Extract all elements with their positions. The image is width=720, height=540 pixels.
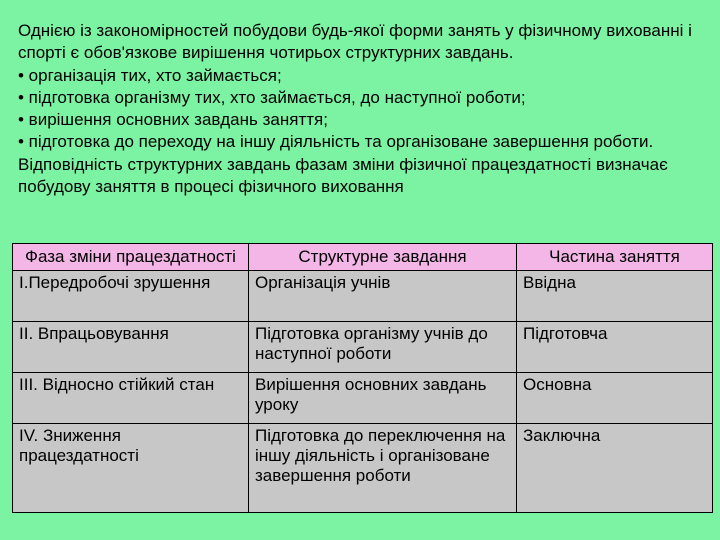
cell-task: Підготовка до переключення на іншу діяльність і організоване завершення роботи: [249, 424, 517, 513]
cell-phase: ІV. Зниження працездатності: [13, 424, 249, 513]
bullet-item: • підготовка організму тих, хто займається, до наступної роботи;: [18, 87, 526, 107]
conclusion-paragraph: Відповідність структурних завдань фазам зміни фізичної працездатності визначає побудову заняття в процесі фізичного виховання: [18, 154, 668, 197]
structure-table: [12, 243, 713, 513]
bullet-item: • вирішення основних завдань заняття;: [18, 110, 328, 130]
table-header-row: [13, 244, 713, 271]
intro-text: [18, 20, 718, 198]
cell-phase: ІІІ. Відносно стійкий стан: [13, 373, 249, 424]
header-phase: Фаза зміни працездатності: [13, 244, 249, 271]
bullet-item: • підготовка до переходу на іншу діяльність та організоване завершення роботи.: [18, 132, 654, 152]
bullet-item: • організація тих, хто займається;: [18, 65, 282, 85]
cell-task: Організація учнів: [249, 271, 517, 322]
cell-phase: ІІ. Впрацьовування: [13, 322, 249, 373]
cell-part: Основна: [517, 373, 713, 424]
header-part: Частина заняття: [517, 244, 713, 271]
table-row: [13, 271, 713, 322]
table-row: [13, 424, 713, 513]
cell-task: Вирішення основних завдань уроку: [249, 373, 517, 424]
cell-task: Підготовка організму учнів до наступної роботи: [249, 322, 517, 373]
header-task: Структурне завдання: [249, 244, 517, 271]
intro-paragraph: Однією із закономірностей побудови будь-якої форми занять у фізичному вихованні і спорті є обов'язкове вирішення чотирьох структурних завдань.: [18, 21, 692, 63]
table-row: [13, 373, 713, 424]
cell-phase: І.Передробочі зрушення: [13, 271, 249, 322]
table-row: [13, 322, 713, 373]
cell-part: Ввідна: [517, 271, 713, 322]
cell-part: Заключна: [517, 424, 713, 513]
cell-part: Підготовча: [517, 322, 713, 373]
